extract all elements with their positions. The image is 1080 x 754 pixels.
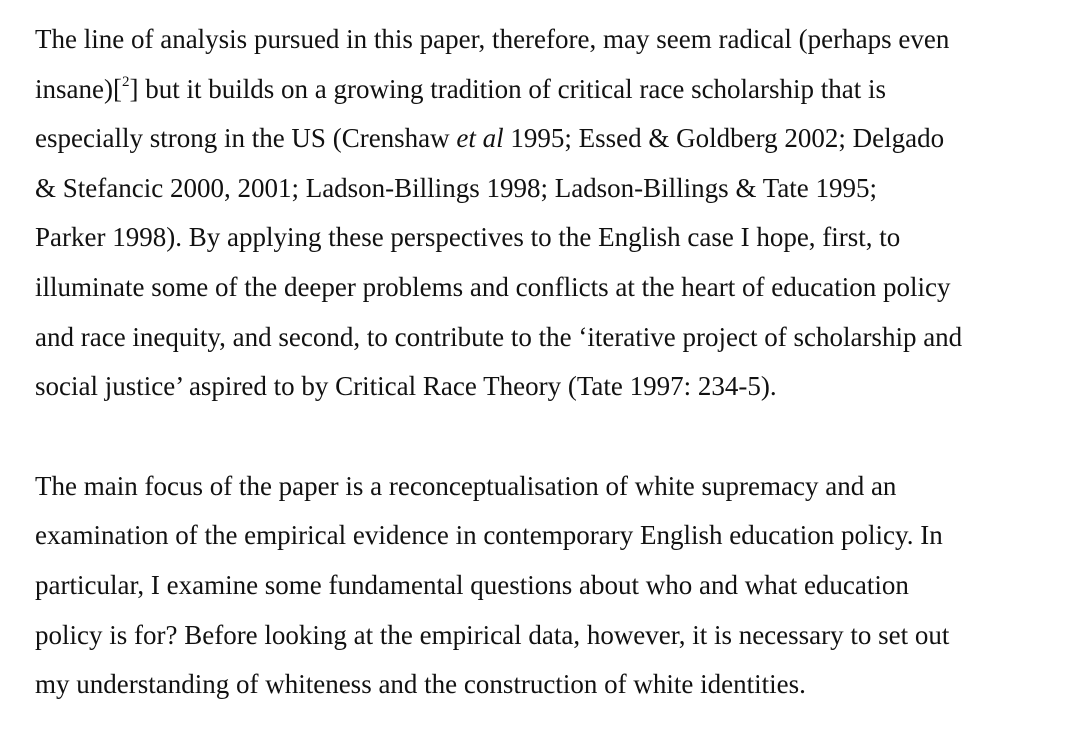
italic-text: et al [456, 123, 504, 154]
footnote-marker[interactable]: 2 [121, 73, 130, 90]
text-run: especially strong in the US (Crenshaw [35, 123, 457, 154]
text-line: Parker 1998). By applying these perspectives to the English case I hope, first, to [35, 222, 901, 253]
text-line: my understanding of whiteness and the construction of white identities. [35, 669, 806, 700]
text-run: 1995; Essed & Goldberg 2002; Delgado [503, 123, 945, 154]
text-run: ] but it builds on a growing tradition of critical race scholarship that is [129, 73, 887, 104]
text-line [35, 114, 1070, 164]
text-line: illuminate some of the deeper problems and conflicts at the heart of education policy [35, 271, 951, 302]
text-line: particular, I examine some fundamental questions about who and what education [35, 569, 909, 600]
text-line: and race inequity, and second, to contribute to the ‘iterative project of scholarship and [35, 321, 963, 352]
text-line: & Stefancic 2000, 2001; Ladson-Billings 1998; Ladson-Billings & Tate 1995; [35, 172, 878, 203]
document-page [35, 15, 1070, 710]
text-line: policy is for? Before looking at the empirical data, however, it is necessary to set out [35, 619, 950, 650]
text-line: The line of analysis pursued in this paper, therefore, may seem radical (perhaps even [35, 24, 950, 54]
text-line: The main focus of the paper is a reconceptualisation of white supremacy and an [35, 470, 897, 501]
text-line: social justice’ aspired to by Critical Race Theory (Tate 1997: 234-5). [35, 371, 777, 402]
paragraph-focus [35, 462, 1070, 710]
text-line: examination of the empirical evidence in contemporary English education policy. In [35, 520, 943, 551]
text-run: insane)[ [35, 73, 122, 104]
paragraph-intro [35, 15, 1070, 412]
text-line [35, 65, 1070, 115]
